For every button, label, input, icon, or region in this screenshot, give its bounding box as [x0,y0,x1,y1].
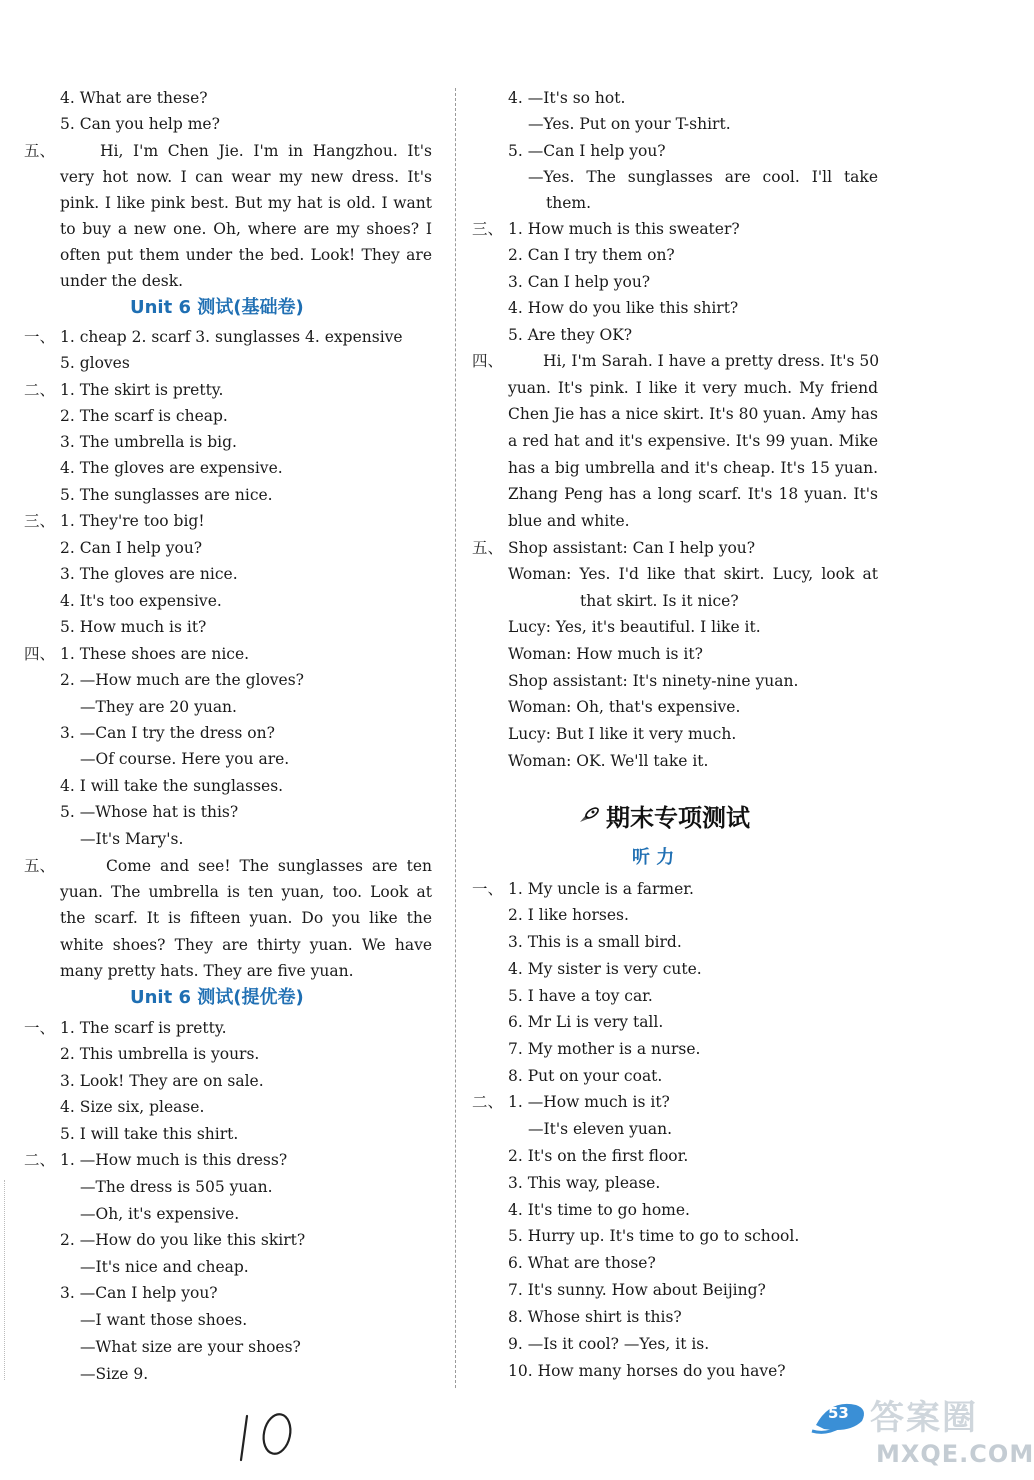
dialogue-line: Shop assistant: Can I help you? [508,539,756,557]
answer-line: 1. How much is this sweater? [508,220,740,238]
passage-line: Hi, I'm Chen Jie. I'm in Hangzhou. It's [100,142,432,160]
answer-line: 1. The skirt is pretty. [60,381,224,399]
section-number: 一、 [24,328,56,346]
section-number: 三、 [24,512,56,530]
answer-line: —It's nice and cheap. [80,1258,249,1276]
page-number-badge [810,1395,870,1435]
passage-line: Zhang Peng has a long scarf. It's 18 yuan. It's [508,485,878,503]
dialogue-line: Lucy: But I like it very much. [508,725,737,743]
answer-line: 2. —How much are the gloves? [60,671,304,689]
passage-line: many pretty hats. They are five yuan. [60,962,354,980]
section-number: 四、 [24,645,56,663]
answer-line: 1. These shoes are nice. [60,645,250,663]
section-heading: Unit 6 测试(基础卷) [130,297,304,318]
answer-line: —Oh, it's expensive. [80,1205,240,1223]
answer-line: —What size are your shoes? [80,1338,301,1356]
answer-line: 2. This umbrella is yours. [60,1045,260,1063]
answer-line: —It's Mary's. [80,830,184,848]
listening-heading: 听 力 [632,847,675,868]
section-number: 一、 [472,880,504,898]
answer-line: 6. What are those? [508,1254,656,1272]
passage-line: Chen Jie has a nice skirt. It's 80 yuan. Amy has [508,405,878,423]
watermark [870,1390,1034,1475]
answer-line: 2. I like horses. [508,906,629,924]
answer-line: 3. —Can I help you? [60,1284,218,1302]
answer-line: 3. The umbrella is big. [60,433,237,451]
rocket-icon [578,806,600,824]
answer-line: 4. It's too expensive. [60,592,222,610]
handwritten-note [235,1408,305,1472]
answer-line: 9. —Is it cool? —Yes, it is. [508,1335,710,1353]
answer-line: 4. It's time to go home. [508,1201,690,1219]
answer-line: —The dress is 505 yuan. [80,1178,273,1196]
passage-line: Come and see! The sunglasses are ten [106,857,432,875]
passage-line: yuan. The umbrella is ten yuan, too. Look at [60,883,432,901]
dialogue-line: that skirt. Is it nice? [580,592,739,610]
section-number: 四、 [472,352,504,370]
answer-line: 1. My uncle is a farmer. [508,880,694,898]
answer-line: —Yes. The sunglasses are cool. I'll take [528,168,878,186]
answer-line: 5. Are they OK? [508,326,633,344]
answer-line: 5. I will take this shirt. [60,1125,239,1143]
answer-line: 2. Can I try them on? [508,246,675,264]
answer-line: 5. I have a toy car. [508,987,653,1005]
final-test-title: 期末专项测试 [606,804,750,832]
answer-line: 1. cheap 2. scarf 3. sunglasses 4. expensive [60,328,403,346]
section-number: 三、 [472,220,504,238]
watermark-url: MXQE.COM [876,1440,1034,1468]
answer-line: 8. Whose shirt is this? [508,1308,682,1326]
section-number: 五、 [472,539,504,557]
margin-dots [4,1180,5,1380]
answer-line: 4. My sister is very cute. [508,960,702,978]
passage-line: a red hat and it's expensive. It's 99 yuan. Mike [508,432,878,450]
answer-line: 5. —Can I help you? [508,142,666,160]
answer-line: 5. gloves [60,354,130,372]
section-number: 二、 [24,381,56,399]
answer-line: 3. This way, please. [508,1174,661,1192]
watermark-logo: 答案圈 [870,1398,978,1438]
answer-line: 3. Can I help you? [508,273,651,291]
answer-line: —It's eleven yuan. [528,1120,673,1138]
passage-line: blue and white. [508,512,630,530]
passage-line: Hi, I'm Sarah. I have a pretty dress. It's 50 [543,352,880,370]
answer-line: 7. It's sunny. How about Beijing? [508,1281,766,1299]
passage-line: to buy a new one. Oh, where are my shoes? I [60,220,432,238]
page-number: 53 [828,1404,849,1422]
answer-line: them. [546,194,592,212]
passage-line: yuan. It's pink. I like it very much. My friend [508,379,878,397]
section-number: 五、 [24,857,56,875]
section-number: 二、 [472,1093,504,1111]
answer-line: —I want those shoes. [80,1311,248,1329]
dialogue-line: Lucy: Yes, it's beautiful. I like it. [508,618,761,636]
answer-line: 1. They're too big! [60,512,205,530]
answer-line: —They are 20 yuan. [80,698,237,716]
section-number: 五、 [24,142,56,160]
answer-line: 2. Can I help you? [60,539,203,557]
passage-line: has a big umbrella and it's cheap. It's 15 yuan. [508,459,878,477]
answer-line: 4. What are these? [60,89,208,107]
dialogue-line: Woman: Oh, that's expensive. [508,698,741,716]
answer-line: 2. It's on the first floor. [508,1147,689,1165]
section-heading: Unit 6 测试(提优卷) [130,987,304,1008]
answer-line: 5. How much is it? [60,618,207,636]
passage-line: the scarf. It is fifteen yuan. Do you like the [60,909,432,927]
passage-line: often put them under the bed. Look! They are [60,246,432,264]
answer-line: 6. Mr Li is very tall. [508,1013,664,1031]
answer-line: 4. How do you like this shirt? [508,299,739,317]
answer-line: 10. How many horses do you have? [508,1362,786,1380]
answer-line: 2. —How do you like this skirt? [60,1231,306,1249]
answer-line: 3. This is a small bird. [508,933,682,951]
answer-line: 1. The scarf is pretty. [60,1019,227,1037]
answer-line: 5. The sunglasses are nice. [60,486,273,504]
answer-line: —Yes. Put on your T-shirt. [528,115,731,133]
answer-line: 1. —How much is this dress? [60,1151,288,1169]
answer-line: 4. The gloves are expensive. [60,459,283,477]
answer-line: 5. —Whose hat is this? [60,803,239,821]
answer-line: 3. The gloves are nice. [60,565,238,583]
answer-line: 7. My mother is a nurse. [508,1040,701,1058]
dialogue-line: Woman: Yes. I'd like that skirt. Lucy, look at [508,565,878,583]
answer-line: 4. Size six, please. [60,1098,205,1116]
section-number: 二、 [24,1151,56,1169]
answer-line: 4. —It's so hot. [508,89,626,107]
passage-line: white shoes? They are thirty yuan. We have [60,936,432,954]
answer-line: 3. Look! They are on sale. [60,1072,264,1090]
dialogue-line: Woman: OK. We'll take it. [508,752,709,770]
section-number: 一、 [24,1019,56,1037]
passage-line: under the desk. [60,272,184,290]
answer-line: 4. I will take the sunglasses. [60,777,284,795]
answer-line: —Of course. Here you are. [80,750,290,768]
dialogue-line: Woman: How much is it? [508,645,703,663]
answer-line: 5. Can you help me? [60,115,220,133]
column-divider [455,88,456,1388]
answer-line: 3. —Can I try the dress on? [60,724,275,742]
answer-line: 2. The scarf is cheap. [60,407,228,425]
dialogue-line: Shop assistant: It's ninety-nine yuan. [508,672,799,690]
answer-line: 1. —How much is it? [508,1093,670,1111]
answer-line: —Size 9. [80,1365,149,1383]
answer-line: 5. Hurry up. It's time to go to school. [508,1227,800,1245]
passage-line: pink. I like pink best. But my hat is old. I want [60,194,432,212]
passage-line: very hot now. I can wear my new dress. It's [60,168,432,186]
answer-line: 8. Put on your coat. [508,1067,663,1085]
